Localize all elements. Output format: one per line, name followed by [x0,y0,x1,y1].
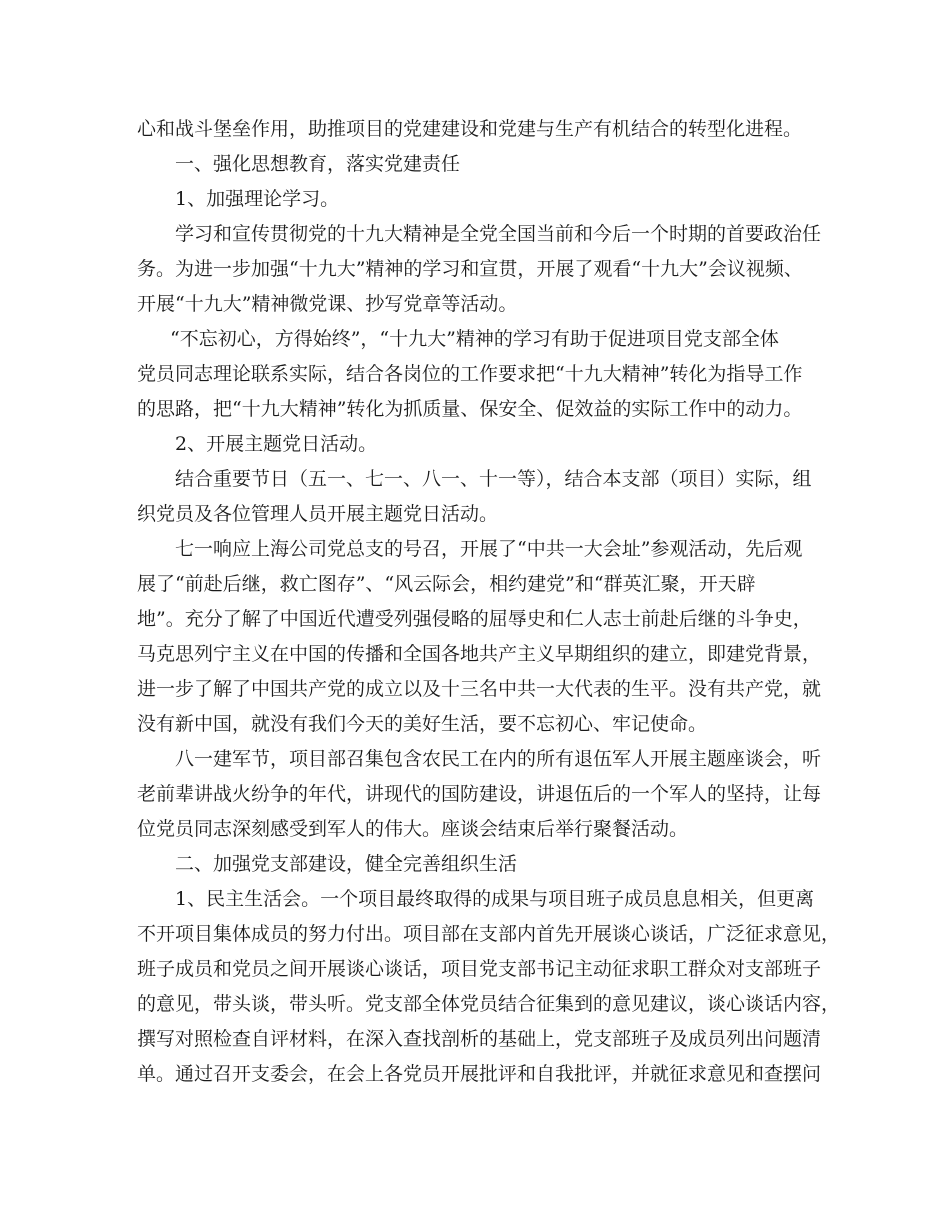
text-line: 老前辈讲战火纷争的年代，讲现代的国防建设，讲退伍后的一个军人的坚持，让每 [137,783,822,805]
text-line: 单。通过召开支委会，在会上各党员开展批评和自我批评，并就征求意见和查摆问 [137,1063,822,1085]
text-line: 马克思列宁主义在中国的传播和全国各地共产主义早期组织的建立，即建党背景， [137,643,822,665]
subsection-heading: 1、加强理论学习。 [175,188,340,210]
text-line: 的思路，把“十九大精神”转化为抓质量、保安全、促效益的实际工作中的动力。 [137,398,803,420]
text-line: 结合重要节日（五一、七一、八一、十一等），结合本支部（项目）实际，组 [175,468,812,490]
text-line: 的意见，带头谈，带头听。党支部全体党员结合征集到的意见建议，谈心谈话内容， [137,993,841,1015]
text-line: 没有新中国，就没有我们今天的美好生活，要不忘初心、牢记使命。 [137,713,708,735]
subsection-heading: 2、开展主题党日活动。 [175,433,378,455]
text-line: 七一响应上海公司党总支的号召，开展了“中共一大会址”参观活动，先后观 [175,538,803,560]
text-line: 撰写对照检查自评材料，在深入查找剖析的基础上，党支部班子及成员列出问题清 [137,1028,822,1050]
text-line: 进一步了解了中国共产党的成立以及十三名中共一大代表的生平。没有共产党，就 [137,678,822,700]
section-heading: 一、强化思想教育，落实党建责任 [175,153,461,175]
text-line: 班子成员和党员之间开展谈心谈话，项目党支部书记主动征求职工群众对支部班子 [137,958,822,980]
text-line: 心和战斗堡垒作用，助推项目的党建建设和党建与生产有机结合的转型化进程。 [137,118,803,140]
section-heading: 二、加强党支部建设，健全完善组织生活 [175,853,518,875]
text-line: 地”。充分了解了中国近代遭受列强侵略的屈辱史和仁人志士前赴后继的斗争史， [137,608,812,630]
text-line: 务。为进一步加强“十九大”精神的学习和宣贯，开展了观看“十九大”会议视频、 [137,258,803,280]
text-line: 党员同志理论联系实际，结合各岗位的工作要求把“十九大精神”转化为指导工作 [137,363,803,385]
text-line: 开展“十九大”精神微党课、抄写党章等活动。 [137,293,518,315]
text-line: 织党员及各位管理人员开展主题党日活动。 [137,503,499,525]
text-line: 不开项目集体成员的努力付出。项目部在支部内首先开展谈心谈话，广泛征求意见， [137,923,841,945]
text-line: 学习和宣传贯彻党的十九大精神是全党全国当前和今后一个时期的首要政治任 [175,223,822,245]
text-line: 八一建军节，项目部召集包含农民工在内的所有退伍军人开展主题座谈会，听 [175,748,822,770]
text-line: 1、民主生活会。一个项目最终取得的成果与项目班子成员息息相关，但更离 [175,888,815,910]
text-line: 位党员同志深刻感受到军人的伟大。座谈会结束后举行聚餐活动。 [137,818,689,840]
text-line: “不忘初心，方得始终”，“十九大”精神的学习有助于促进项目党支部全体 [170,328,779,350]
text-line: 展了“前赴后继，救亡图存”、“风云际会，相约建党”和“群英汇聚，开天辟 [137,573,756,595]
